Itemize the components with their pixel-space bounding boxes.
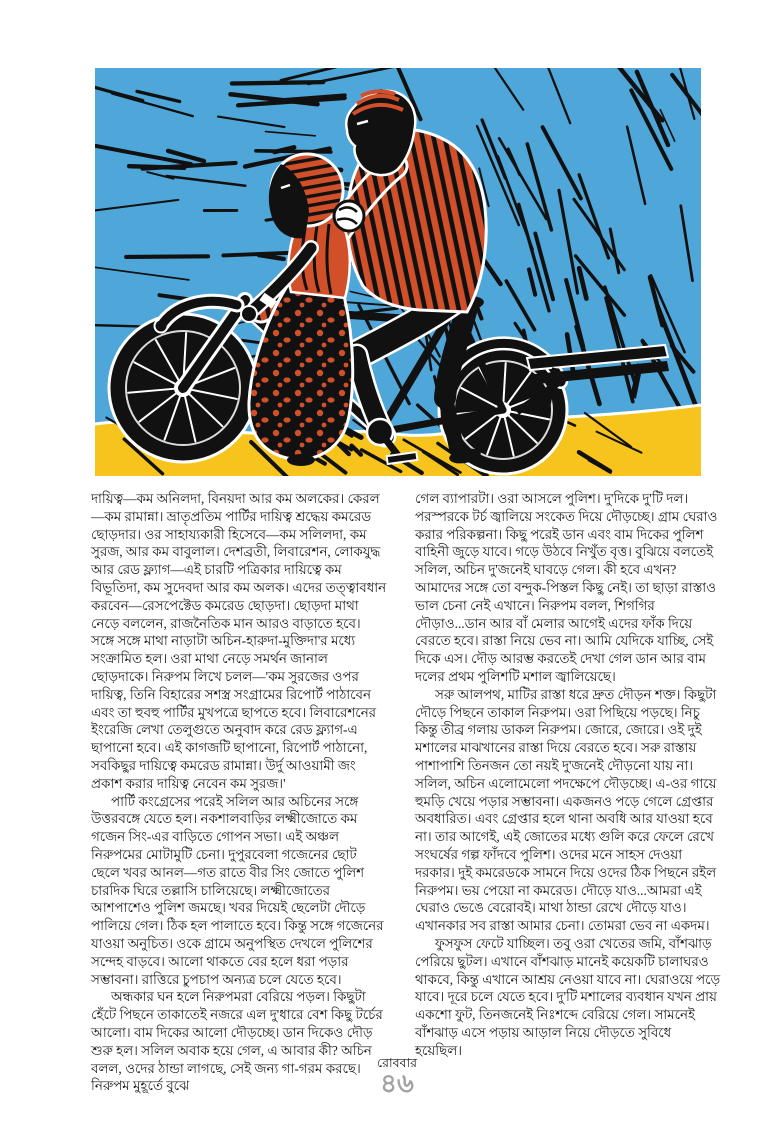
- paragraph: অন্ধকার ঘন হলে নিরুপমরা বেরিয়ে পড়ল। কিছুটা হেঁটে পিছনে তাকাতেই নজরে এল দু'ধারে বেশ কিছু টর্চের আলো। বাম দিকের আলো দৌড়চ্ছে। ডান দিকেও দৌড় শুরু হল। সলিল অবাক হয়ে গেল, এ আবার কী? অচিন বলল, ওদের ঠান্ডা লাগছে, সেই জন্য গা-গরম করছে। নিরুপম মুহূর্তে বুঝে: [91, 989, 383, 1094]
- paragraph: গেল ব্যাপারটা। ওরা আসলে পুলিশ। দু'দিকে দু'টি দল। পরস্পরকে টর্চ জ্বালিয়ে সংকেত দিয়ে দৌড়চ্ছে। গ্রাম ঘেরাও করার পরিকল্পনা। কিছু পরেই ডান এবং বাম দিকের পুলিশ বাহিনী জুড়ে যাবে। গড়ে উঠবে নিখুঁত বৃত্ত। বুঝিয়ে বলতেই সলিল, অচিন দু'জনেই ঘাবড়ে গেল। কী হবে এখন? আমাদের সঙ্গে তো বন্দুক-পিস্তল কিছু নেই। তা ছাড়া রাস্তাও ভাল চেনা নেই এখানে। নিরুপম বলল, শিগগির দৌড়াও...ডান আর বাঁ মেলার আগেই এদের ফাঁক দিয়ে বেরতে হবে। রাস্তা নিয়ে ভেব না। আমি যেদিকে যাচ্ছি, সেই দিকে এস। দৌড় আরম্ভ করতেই দেখা গেল ডান আর বাম দলের প্রথম পুলিশটি মশাল জ্বালিয়েছে।: [415, 491, 718, 684]
- magazine-name: রোববার: [377, 1056, 417, 1070]
- text-column-right: [415, 490, 721, 1060]
- paragraph: পার্টি কংগ্রেসের পরেই সলিল আর অচিনের সঙ্গে উত্তরবঙ্গে যেতে হল। নকশালবাড়ির লক্ষ্মীজোতে কম গজেন সিং-এর বাড়িতে গোপন সভা। এই অঞ্চল নিরুপমের মোটামুটি চেনা। দুপুরবেলা গজেনের ছোট ছেলে খবর আনল—গত রাতে বীর সিং জোতে পুলিশ চারদিক ঘিরে তল্লাসি চালিয়েছে। লক্ষ্মীজোতের আশপাশেও পুলিশ জমছে। খবর দিয়েই ছেলেটা দৌড়ে পালিয়ে গেল। ঠিক হল পালাতে হবে। কিন্তু সঙ্গে গজেনের যাওয়া অনুচিত। ওকে গ্রামে অনুপস্থিত দেখলে পুলিশের সন্দেহ বাড়বে। আলো থাকতে বের হলে ধরা পড়ার সম্ভাবনা। রাত্তিরে চুপচাপ অন্যত্র চলে যেতে হবে।: [91, 793, 384, 987]
- bicycle-linocut-illustration: [95, 68, 701, 476]
- text-column-left: [91, 490, 387, 1095]
- paragraph: সরু আলপথ, মাটির রাস্তা ধরে দ্রুত দৌড়ন শক্ত। কিছুটা দৌড়ে পিছনে তাকাল নিরুপম। ওরা পিছিয়ে পড়ছে। নিচু কিন্তু তীব্র গলায় ডাকল নিরুপম। জোরে, জোরে। ওই দুই মশালের মাঝখানের রাস্তা দিয়ে বেরতে হবে। সরু রাস্তায় পাশাপাশি তিনজন তো নয়ই দু'জনেই দৌড়নো যায় না। সলিল, অচিন এলোমেলো পদক্ষেপে দৌড়চ্ছে। এ-ওর গায়ে হুমড়ি খেয়ে পড়ার সম্ভাবনা। একজনও পড়ে গেলে গ্রেপ্তার অবধারিত। এবং গ্রেপ্তার হলে থানা অবধি আর যাওয়া হবে না। তার আগেই, এই জোতের মধ্যে গুলি করে ফেলে রেখে সংঘর্ষের গল্প ফাঁদবে পুলিশ। ওদের মনে সাহস দেওয়া দরকার। দুই কমরেডকে সামনে দিয়ে ওদের ঠিক পিছনে রইল নিরুপম। ভয় পেয়ো না কমরেড। দৌড়ে যাও...আমরা এই ঘেরাও ভেঙে বেরোবই। মাথা ঠান্ডা রেখে দৌড়ে যাও। এখানকার সব রাস্তা আমার চেনা। তোমরা ভেব না একদম।: [415, 686, 717, 934]
- hands-on-handlebar: [241, 306, 257, 322]
- paragraph: ফুসফুস ফেটে যাচ্ছিল। তবু ওরা খেতের জমি, বাঁশঝাড় পেরিয়ে ছুটল। এখানে বাঁশঝাড় মানেই কয়েকটি চালাঘরও থাকবে, কিন্তু এখানে আশ্রয় নেওয়া যাবে না। ঘেরাওয়ে পড়ে যাবে। দূরে চলে যেতে হবে। দু'টি মশালের ব্যবধান যখন প্রায় একশো ফুট, তিনজনেই নিঃশব্দে বেরিয়ে গেল। সামনেই বাঁশঝাড় এসে পড়ায় আড়াল নিয়ে দৌড়তে সুবিধে হয়েছিল।: [415, 935, 721, 1058]
- page-footer: [337, 1056, 457, 1097]
- paragraph: দায়িত্ব—কম অনিলদা, বিনয়দা আর কম অলকের। কেরল—কম রামান্না। ভ্রাতৃপ্রতিম পার্টির দায়িত্ব শ্রদ্ধেয় কমরেড ছোড়দার। ওর সাহায্যকারী হিসেবে—কম সলিলদা, কম সুরজ, আর কম বাবুলাল। দেশব্রতী, লিবারেশন, লোকযুদ্ধ আর রেড ফ্ল্যাগ—এই চারটি পত্রিকার দায়িত্বে কম বিভূতিদা, কম সুদেবদা আর কম অলক। এদের তত্ত্বাবধান করবেন—রেসপেক্টেড কমরেড ছোড়দা। ছোড়দা মাথা নেড়ে বললেন, রাজনৈতিক মান আরও বাড়াতে হবে। সঙ্গে সঙ্গে মাথা নাড়াটা অচিন-হারুদা-মুক্তিদা'র মধ্যে সংক্রামিত হল। ওরা মাথা নেড়ে সমর্থন জানাল ছোড়দাকে। নিরুপম লিখে চলল—'কম সুরজের ওপর দায়িত্ব, তিনি বিহারের সশস্ত্র সংগ্রামের রিপোর্ট পাঠাবেন এবং তা হুবহু পার্টির মুখপত্রে ছাপতে হবে। লিবারেশনের ইংরেজি লেখা তেলুগুতে অনুবাদ করে রেড ফ্ল্যাগ-এ ছাপানো হবে। এই কাগজটি ছাপানো, রিপোর্ট পাঠানো, সবকিছুর দায়িত্বে কমরেড রামান্না। উর্দু আওয়ামী জং প্রকাশ করার দায়িত্ব নেবেন কম সুরজ।': [91, 491, 387, 791]
- illustration-svg: [95, 68, 701, 476]
- hair-bun: [334, 201, 364, 231]
- page-number: ৪৬: [380, 1069, 414, 1098]
